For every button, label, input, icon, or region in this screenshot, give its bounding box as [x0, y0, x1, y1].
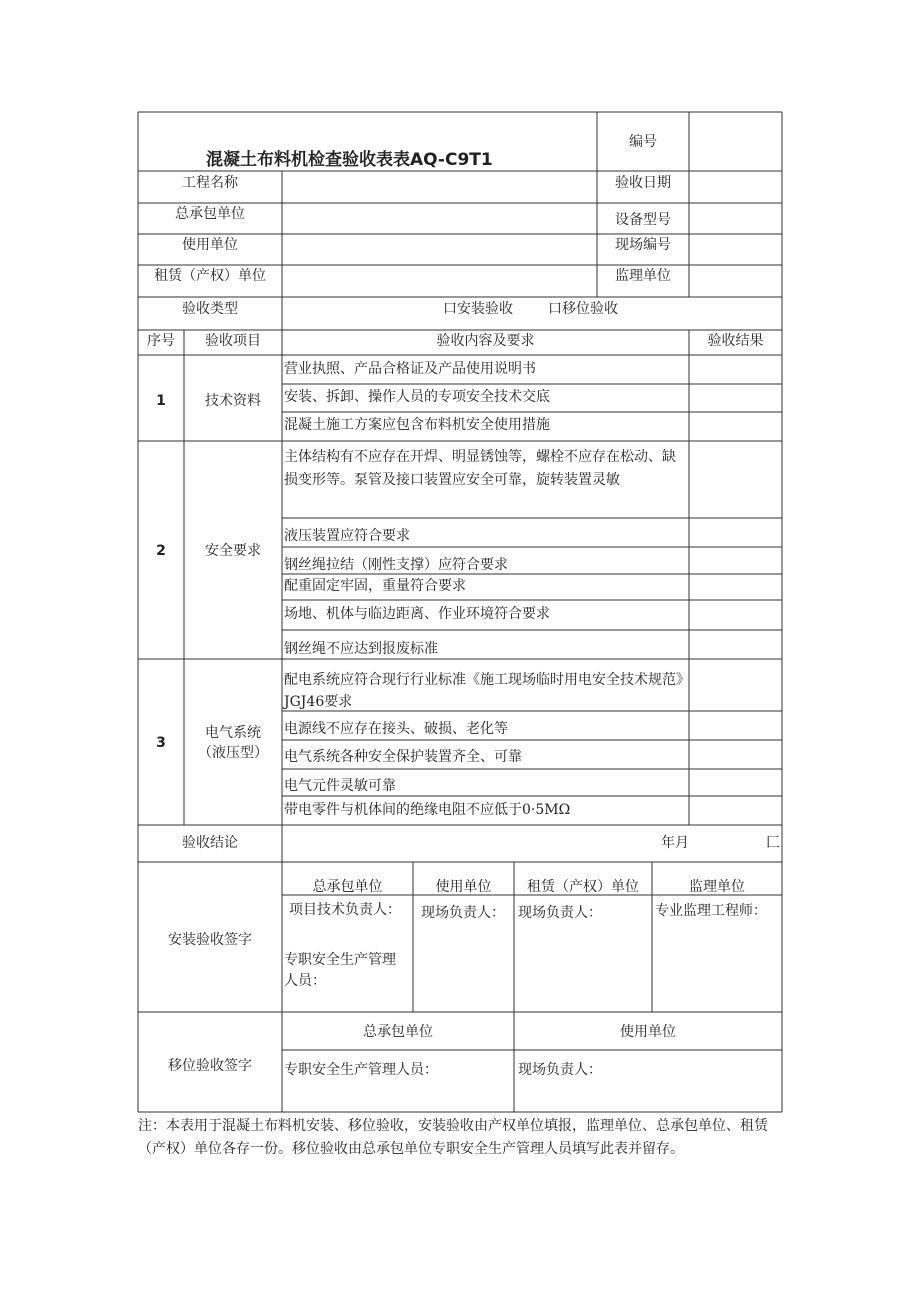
table-row: 营业执照、产品合格证及产品使用说明书: [284, 361, 536, 377]
accept-date-label: 验收日期: [615, 175, 671, 191]
lessor-site-lead-field[interactable]: 现场负责人：: [518, 905, 602, 921]
supervisor-engineer-field[interactable]: 专业监理工程师：: [655, 903, 767, 919]
user-site-lead-field[interactable]: 现场负责人：: [421, 905, 505, 921]
install-col-user: 使用单位: [435, 879, 492, 895]
section-2-number: 2: [156, 543, 166, 559]
section-1-name: 技术资料: [205, 393, 261, 409]
section-3-name: 电气系统: [205, 725, 261, 741]
site-number-label: 现场编号: [615, 237, 671, 253]
move-checkbox-option[interactable]: 口移位验收: [548, 301, 618, 317]
install-col-general: 总承包单位: [312, 879, 383, 895]
install-checkbox-option[interactable]: 口安装验收: [443, 301, 513, 317]
section-3-number: 3: [156, 735, 166, 751]
col-content: 验收内容及要求: [436, 333, 535, 349]
supervisor-unit-label: 监理单位: [615, 268, 671, 284]
number-label: 编号: [629, 134, 657, 150]
footnote: 注：本表用于混凝土布料机安装、移位验收，安装验收由产权单位填报，监理单位、总承包单位、租赁（产权）单位各存一份。移位验收由总承包单位专职安全生产管理人员填写此表并留存。: [138, 1118, 768, 1157]
col-result: 验收结果: [707, 333, 764, 349]
safety-manager-field[interactable]: 专职安全生产管理人员：: [284, 952, 396, 989]
form-title: 混凝土布料机检查验收表表AQ-C9T1: [206, 150, 493, 170]
table-row: 钢丝绳拉结（刚性支撑）应符合要求: [284, 557, 508, 573]
move-safety-manager-field[interactable]: 专职安全生产管理人员：: [284, 1062, 438, 1078]
section-1-number: 1: [156, 393, 166, 409]
install-col-supervisor: 监理单位: [689, 879, 745, 895]
table-row: 配重固定牢固，重量符合要求: [284, 578, 466, 594]
move-sign-label: 移位验收签字: [168, 1058, 252, 1074]
install-sign-label: 安装验收签字: [168, 932, 252, 948]
table-row: 混凝土施工方案应包含布料机安全使用措施: [284, 417, 550, 433]
table-row: 液压装置应符合要求: [284, 528, 410, 544]
table-row: 场地、机体与临边距离、作业环境符合要求: [284, 606, 550, 622]
table-row: 钢丝绳不应达到报废标准: [284, 641, 438, 657]
table-row: 带电零件与机体间的绝缘电阻不应低于0·5MΩ: [284, 802, 571, 818]
accept-type-label: 验收类型: [182, 301, 238, 317]
table-row: 安装、拆卸、操作人员的专项安全技术交底: [284, 389, 550, 405]
move-col-user: 使用单位: [620, 1024, 676, 1040]
user-unit-label: 使用单位: [182, 237, 238, 253]
conclusion-label: 验收结论: [182, 835, 238, 851]
table-row: 配电系统应符合现行行业标准《施工现场临时用电安全技术规范》JGJ46要求: [284, 672, 683, 710]
table-row: 主体结构有不应存在开焊、明显锈蚀等，螺栓不应存在松动、缺损变形等。泵管及接口装置应安全可靠，旋转装置灵敏: [284, 449, 676, 488]
install-col-lessor: 租赁（产权）单位: [527, 879, 639, 895]
col-seq: 序号: [147, 333, 175, 349]
move-col-general: 总承包单位: [363, 1024, 433, 1040]
conclusion-mark: 匚: [766, 835, 780, 851]
project-name-label: 工程名称: [182, 175, 238, 191]
table-row: 电气元件灵敏可靠: [284, 778, 396, 794]
col-item: 验收项目: [205, 333, 261, 349]
table-row: 电源线不应存在接头、破损、老化等: [284, 721, 508, 737]
tech-lead-field[interactable]: 项目技术负责人：: [289, 902, 401, 918]
move-site-lead-field[interactable]: 现场负责人：: [518, 1062, 602, 1078]
equipment-model-label: 设备型号: [615, 212, 671, 228]
lessor-unit-label: 租赁（产权）单位: [154, 268, 266, 284]
general-contractor-label: 总承包单位: [175, 206, 245, 222]
table-row: 电气系统各种安全保护装置齐全、可靠: [284, 749, 522, 765]
section-2-name: 安全要求: [205, 543, 261, 559]
conclusion-date: 年月: [661, 835, 689, 851]
section-3-name-sub: （液压型）: [198, 745, 268, 761]
